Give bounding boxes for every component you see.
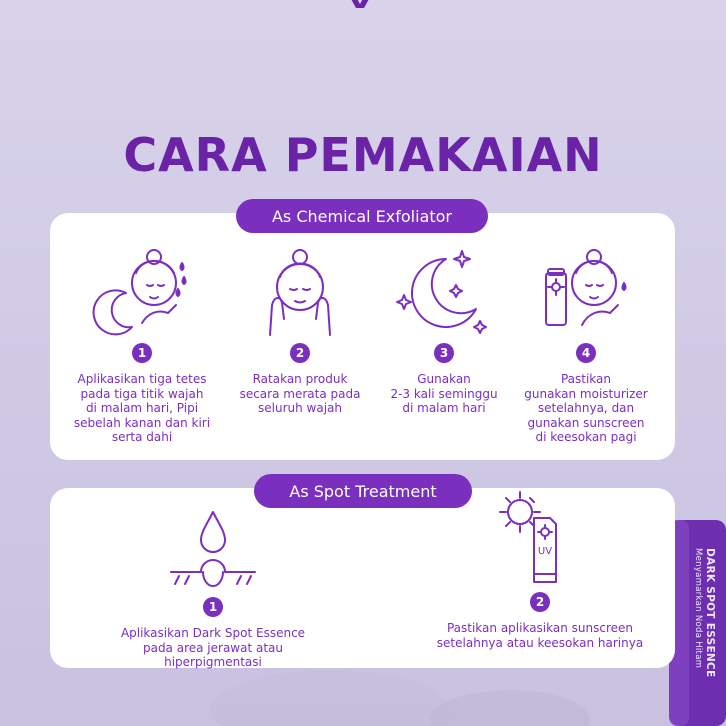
moon-stars-icon <box>394 243 494 339</box>
exfoliator-step-3 <box>370 243 518 416</box>
step-number-badge: 3 <box>434 343 454 363</box>
spot-step-2 <box>420 486 660 650</box>
step-number-badge: 1 <box>132 343 152 363</box>
section-label-chemical-exfoliator: As Chemical Exfoliator <box>236 199 488 233</box>
spot-step-1 <box>100 508 326 670</box>
desc-line: Pastikan <box>560 372 612 386</box>
bottle-product-name: DARK SPOT ESSENCE <box>704 548 716 678</box>
svg-text:UV: UV <box>537 546 553 557</box>
desc-line: pada tiga titik wajah <box>80 386 204 401</box>
step-description <box>226 372 374 416</box>
face-moisturizer-sunscreen-icon <box>536 243 636 339</box>
desc-line: 2-3 kali seminggu <box>390 386 498 401</box>
desc-line: di malam hari <box>402 401 486 415</box>
desc-line: Aplikasikan Dark Spot Essence <box>120 626 306 640</box>
desc-line: pada area jerawat atau hiperpigmentasi <box>142 640 284 669</box>
step-number-badge: 4 <box>576 343 596 363</box>
exfoliator-step-1 <box>68 243 216 445</box>
step-description <box>420 621 660 650</box>
drop-on-skin-icon <box>163 508 263 588</box>
desc-line: gunakan sunscreen <box>527 415 645 430</box>
step-description <box>370 372 518 416</box>
exfoliator-step-2 <box>226 243 374 416</box>
bottle-product-tagline: Menyamarkan Noda Hitam <box>693 548 703 669</box>
desc-line: seluruh wajah <box>258 401 342 415</box>
desc-line: gunakan moisturizer <box>524 386 648 401</box>
sun-uv-sunscreen-icon <box>490 486 590 588</box>
bottle-label <box>676 548 716 698</box>
page-title: CARA PEMAKAIAN <box>123 128 603 182</box>
desc-line: Gunakan <box>417 372 471 386</box>
step-description <box>512 372 660 445</box>
desc-line: secara merata pada <box>239 386 361 401</box>
step-number-badge: 1 <box>203 597 223 617</box>
face-spreading-icon <box>250 243 350 339</box>
step-description <box>100 626 326 670</box>
face-drops-moon-icon <box>92 243 192 339</box>
section-label-spot-treatment: As Spot Treatment <box>254 474 472 508</box>
desc-line: di keesokan pagi <box>535 430 637 444</box>
brand-logo-fragment <box>338 0 388 8</box>
step-number-badge: 2 <box>290 343 310 363</box>
desc-line: Aplikasikan tiga tetes <box>77 372 207 386</box>
exfoliator-step-4 <box>512 243 660 445</box>
desc-line: Ratakan produk <box>252 372 348 386</box>
step-number-badge: 2 <box>530 592 550 612</box>
desc-line: setelahnya, dan <box>537 401 635 415</box>
desc-line: serta dahi <box>111 430 173 444</box>
desc-line: Pastikan aplikasikan sunscreen <box>446 621 634 635</box>
desc-line: sebelah kanan dan kiri <box>73 415 211 430</box>
desc-line: setelahnya atau keesokan harinya <box>436 635 644 650</box>
step-description <box>68 372 216 445</box>
desc-line: di malam hari, Pipi <box>85 401 199 415</box>
